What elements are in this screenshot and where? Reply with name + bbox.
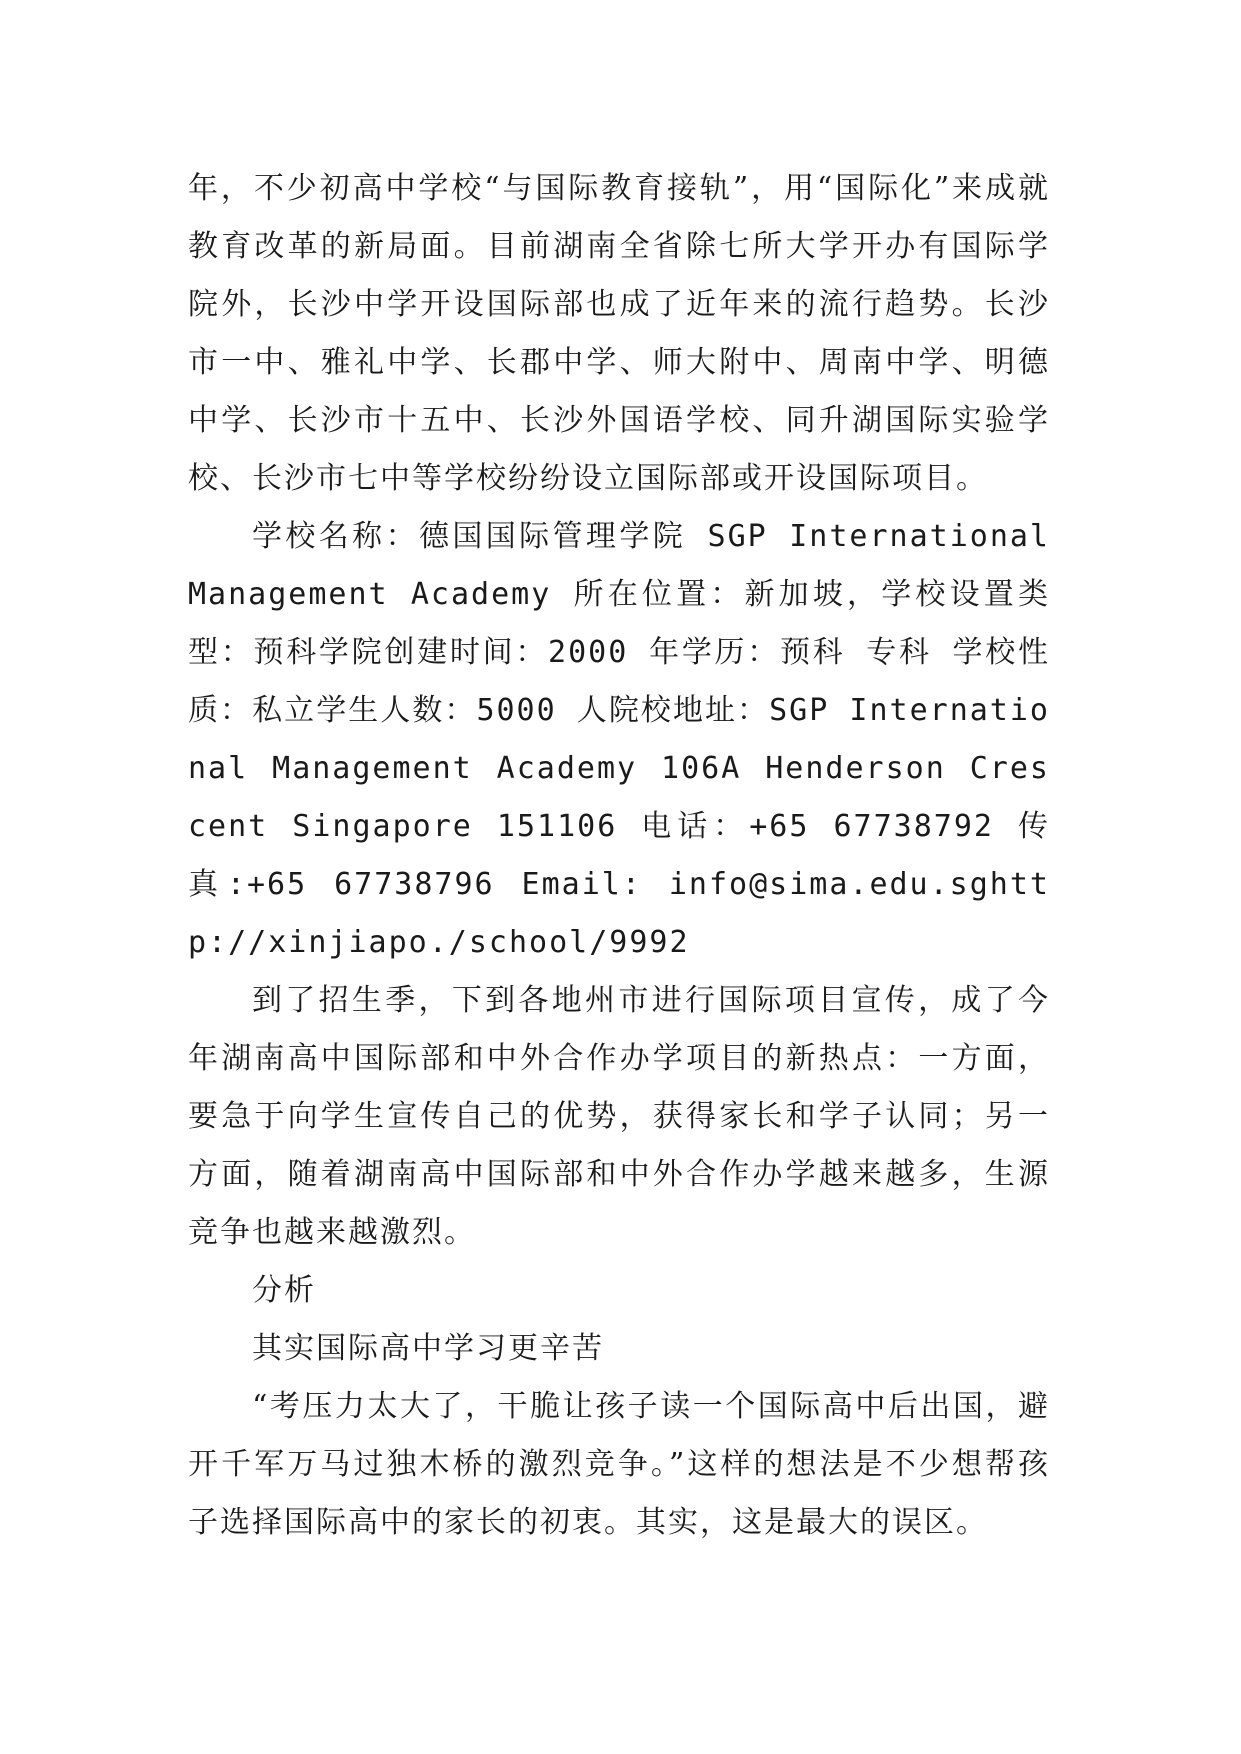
document-body [188, 160, 1050, 1552]
section-heading-analysis: 分析 [252, 1273, 316, 1308]
subheading: 其实国际高中学习更辛苦 [252, 1331, 604, 1366]
paragraph-quote: “考压力太大了，干脆让孩子读一个国际高中后出国，避开千军万马过独木桥的激烈竞争。”这样的想法是不少想帮孩子选择国际高中的家长的初衷。其实，这是最大的误区。 [188, 1389, 1050, 1540]
paragraph-school-info: 学校名称：德国国际管理学院 SGP International Management Academy 所在位置：新加坡，学校设置类型：预科学院创建时间：2000 年学历：预科 专科 学校性质：私立学生人数：5000 人院校地址：SGP International Management Academy 106A Henderson Crescent Singapore 151106 电话：+65 67738792 传真:+65 67738796 Email: info@sima.edu.sghttp://xinjiapo./school/9992 [188, 519, 1050, 960]
paragraph-intro: 年，不少初高中学校“与国际教育接轨”，用“国际化”来成就教育改革的新局面。目前湖南全省除七所大学开办有国际学院外，长沙中学开设国际部也成了近年来的流行趋势。长沙市一中、雅礼中学、长郡中学、师大附中、周南中学、明德中学、长沙市十五中、长沙外国语学校、同升湖国际实验学校、长沙市七中等学校纷纷设立国际部或开设国际项目。 [188, 171, 1050, 496]
paragraph-enrollment: 到了招生季，下到各地州市进行国际项目宣传，成了今年湖南高中国际部和中外合作办学项目的新热点：一方面，要急于向学生宣传自己的优势，获得家长和学子认同；另一方面，随着湖南高中国际部和中外合作办学越来越多，生源竞争也越来越激烈。 [188, 983, 1050, 1250]
